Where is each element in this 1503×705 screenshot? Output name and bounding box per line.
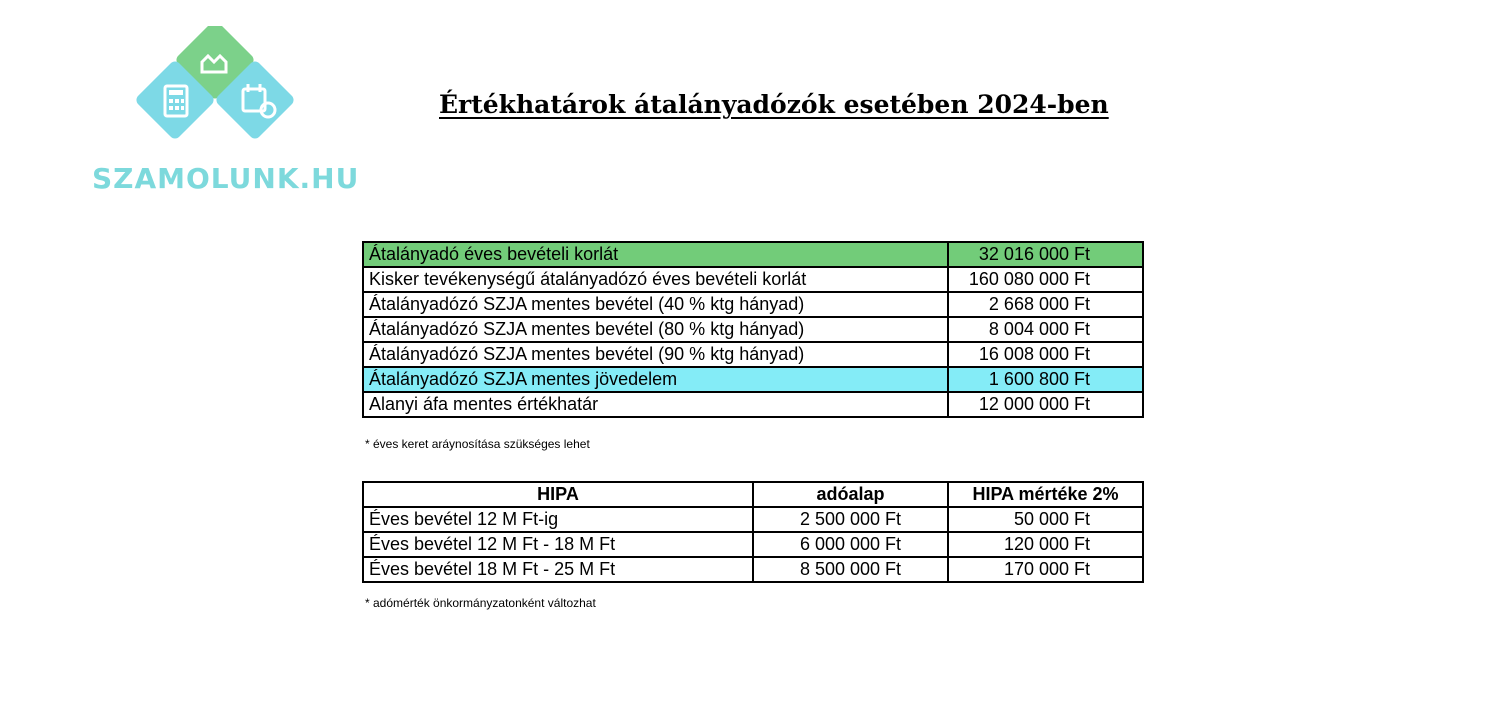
limit-label: Átalányadózó SZJA mentes bevétel (90 % ktg hányad) <box>363 342 948 367</box>
limit-label: Átalányadózó SZJA mentes bevétel (80 % ktg hányad) <box>363 317 948 342</box>
table-row <box>363 317 1143 342</box>
table-row <box>363 507 1143 532</box>
limit-label: Átalányadózó SZJA mentes jövedelem <box>363 367 948 392</box>
table-row <box>363 342 1143 367</box>
limit-value: 12 000 000 Ft <box>948 392 1143 417</box>
tax-base-header: adóalap <box>753 482 948 507</box>
table-row <box>363 267 1143 292</box>
revenue-band-label: Éves bevétel 12 M Ft-ig <box>363 507 753 532</box>
tax-base-value: 2 500 000 Ft <box>753 507 948 532</box>
hipa-rate-header: HIPA mértéke 2% <box>948 482 1143 507</box>
limit-label: Átalányadó éves bevételi korlát <box>363 242 948 267</box>
logo-text: SZAMOLUNK.HU <box>92 162 360 195</box>
table-row <box>363 392 1143 417</box>
table-row <box>363 367 1143 392</box>
page-title: Értékhatárok átalányadózók esetében 2024-ben <box>439 90 1109 119</box>
revenue-band-label: Éves bevétel 18 M Ft - 25 M Ft <box>363 557 753 582</box>
limit-value: 32 016 000 Ft <box>948 242 1143 267</box>
hipa-tax-value: 170 000 Ft <box>948 557 1143 582</box>
limits-table <box>362 241 1144 418</box>
limit-value: 1 600 800 Ft <box>948 367 1143 392</box>
hipa-header-row <box>363 482 1143 507</box>
table-row <box>363 557 1143 582</box>
limits-table-note: * éves keret aráynosítása szükséges lehet <box>365 437 590 451</box>
limit-label: Átalányadózó SZJA mentes bevétel (40 % ktg hányad) <box>363 292 948 317</box>
limit-label: Alanyi áfa mentes értékhatár <box>363 392 948 417</box>
hipa-header: HIPA <box>363 482 753 507</box>
tax-base-value: 8 500 000 Ft <box>753 557 948 582</box>
table-row <box>363 292 1143 317</box>
table-row <box>363 242 1143 267</box>
revenue-band-label: Éves bevétel 12 M Ft - 18 M Ft <box>363 532 753 557</box>
tax-base-value: 6 000 000 Ft <box>753 532 948 557</box>
limit-label: Kisker tevékenységű átalányadózó éves bevételi korlát <box>363 267 948 292</box>
hipa-tax-value: 50 000 Ft <box>948 507 1143 532</box>
hipa-tax-value: 120 000 Ft <box>948 532 1143 557</box>
hipa-table <box>362 481 1144 583</box>
limit-value: 8 004 000 Ft <box>948 317 1143 342</box>
limit-value: 16 008 000 Ft <box>948 342 1143 367</box>
limit-value: 160 080 000 Ft <box>948 267 1143 292</box>
table-row <box>363 532 1143 557</box>
limit-value: 2 668 000 Ft <box>948 292 1143 317</box>
hipa-table-note: * adómérték önkormányzatonként változhat <box>365 596 596 610</box>
